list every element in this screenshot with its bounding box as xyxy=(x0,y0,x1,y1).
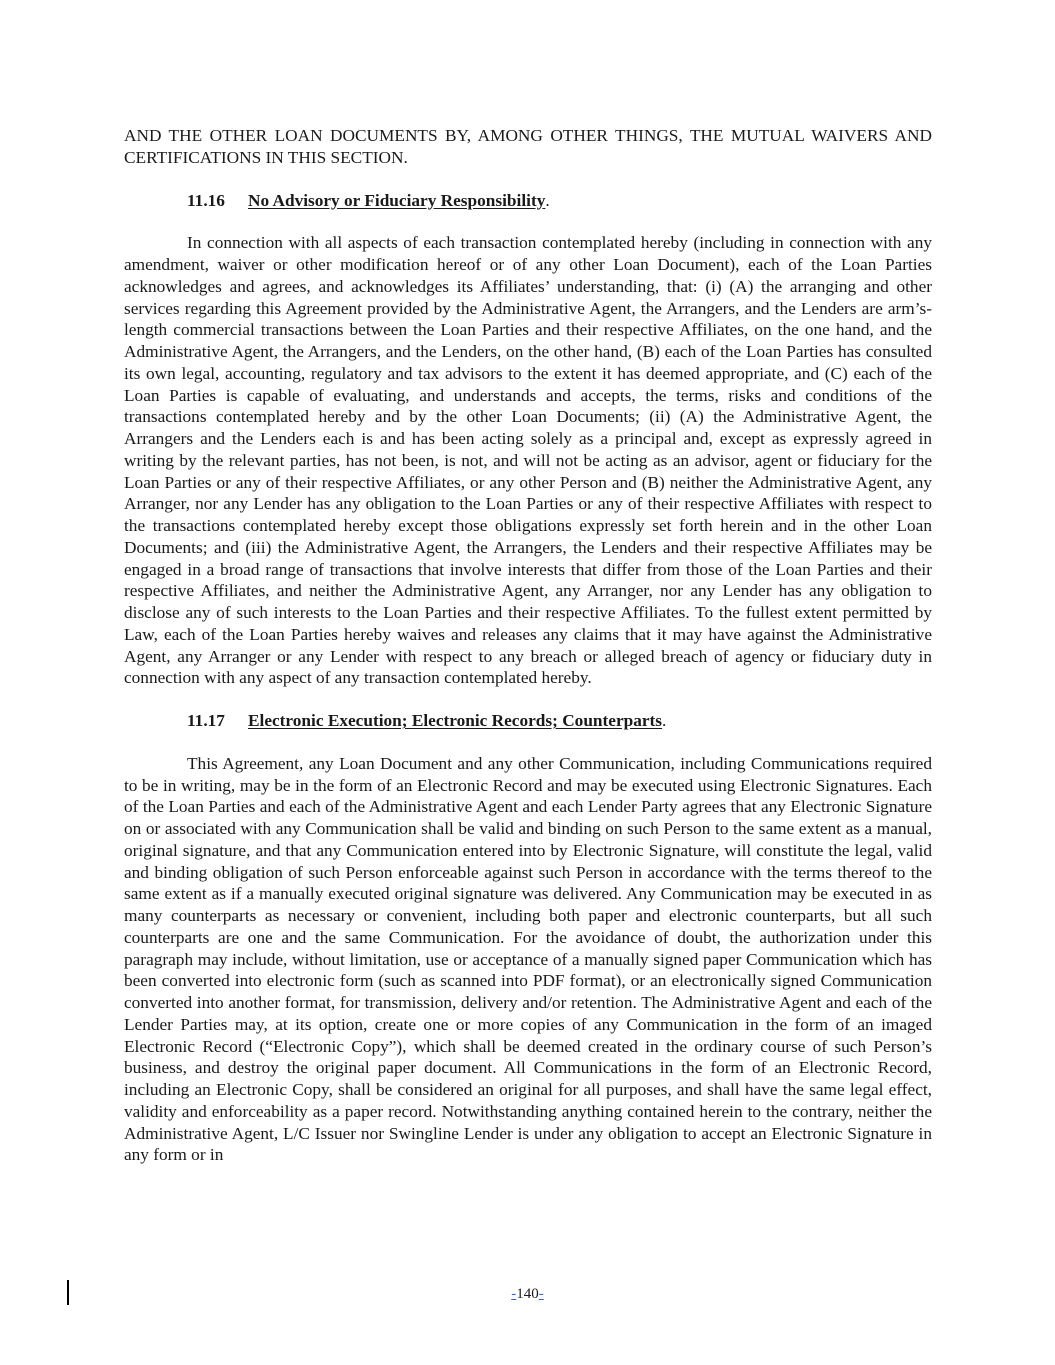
section-number: 11.17 xyxy=(187,711,225,730)
section-heading-11-17 xyxy=(124,710,932,732)
section-body-11-17: This Agreement, any Loan Document and any other Communication, including Communications required to be in writing, may be in the form of an Electronic Record and may be executed using Electronic Signatures. Each of the Loan Parties and each of the Administrative Agent and each Lender Party agrees that any Electronic Signature on or associated with any Communication shall be valid and binding on such Person to the same extent as a manual, original signature, and that any Communication entered into by Electronic Signature, will constitute the legal, valid and binding obligation of such Person enforceable against such Person in accordance with the terms thereof to the same extent as if a manually executed original signature was delivered. Any Communication may be executed in as many counterparts as necessary or convenient, including both paper and electronic counterparts, but all such counterparts are one and the same Communication. For the avoidance of doubt, the authorization under this paragraph may include, without limitation, use or acceptance of a manually signed paper Communication which has been converted into electronic form (such as scanned into PDF format), or an electronically signed Communication converted into another format, for transmission, delivery and/or retention. The Administrative Agent and each of the Lender Parties may, at its option, create one or more copies of any Communication in the form of an imaged Electronic Record (“Electronic Copy”), which shall be deemed created in the ordinary course of such Person’s business, and destroy the original paper document. All Communications in the form of an Electronic Record, including an Electronic Copy, shall be considered an original for all purposes, and shall have the same legal effect, validity and enforceability as a paper record. Notwithstanding anything contained herein to the contrary, neither the Administrative Agent, L/C Issuer nor Swingline Lender is under any obligation to accept an Electronic Signature in any form or in xyxy=(124,753,932,1165)
document-page xyxy=(124,125,932,1187)
section-title-period: . xyxy=(545,190,550,210)
section-body-11-16: In connection with all aspects of each transaction contemplated hereby (including in connection with any amendment, waiver or other modification hereof or of any other Loan Document), each of the Loan Parties acknowledges and agrees, and acknowledges its Affiliates’ understanding, that: (i) (A) the arranging and other services regarding this Agreement provided by the Administrative Agent, the Arrangers, and the Lenders are arm’s-length commercial transactions between the Loan Parties and their respective Affiliates, on the one hand, and the Administrative Agent, the Arrangers, and the Lenders, on the other hand, (B) each of the Loan Parties has consulted its own legal, accounting, regulatory and tax advisors to the extent it has deemed appropriate, and (C) each of the Loan Parties is capable of evaluating, and understands and accepts, the terms, risks and conditions of the transactions contemplated hereby and by the other Loan Documents; (ii) (A) the Administrative Agent, the Arrangers and the Lenders each is and has been acting solely as a principal and, except as expressly agreed in writing by the relevant parties, has not been, is not, and will not be acting as an advisor, agent or fiduciary for the Loan Parties or any of their respective Affiliates, or any other Person and (B) neither the Administrative Agent, any Arranger, nor any Lender has any obligation to the Loan Parties or any of their respective Affiliates with respect to the transactions contemplated hereby except those obligations expressly set forth herein and in the other Loan Documents; and (iii) the Administrative Agent, the Arrangers, the Lenders and their respective Affiliates may be engaged in a broad range of transactions that involve interests that differ from those of the Loan Parties and their respective Affiliates, and neither the Administrative Agent, any Arranger, nor any Lender has any obligation to disclose any of such interests to the Loan Parties and their respective Affiliates. To the fullest extent permitted by Law, each of the Loan Parties hereby waives and releases any claims that it may have against the Administrative Agent, any Arranger or any Lender with respect to any breach or alleged breach of agency or fiduciary duty in connection with any aspect of any transaction contemplated hereby. xyxy=(124,233,932,688)
section-heading-11-16 xyxy=(124,190,932,212)
footer-dash-left: - xyxy=(511,1286,517,1302)
section-title-period: . xyxy=(662,711,667,730)
section-title: No Advisory or Fiduciary Responsibility xyxy=(248,190,546,210)
section-number: 11.16 xyxy=(187,190,225,210)
page-number: 140 xyxy=(516,1286,539,1302)
section-title: Electronic Execution; Electronic Records; Counterparts xyxy=(248,711,663,730)
intro-paragraph: AND THE OTHER LOAN DOCUMENTS BY, AMONG OTHER THINGS, THE MUTUAL WAIVERS AND CERTIFICATIONS IN THIS SECTION. xyxy=(124,126,932,167)
page-footer xyxy=(0,1284,1055,1304)
footer-dash-right: - xyxy=(538,1286,544,1302)
